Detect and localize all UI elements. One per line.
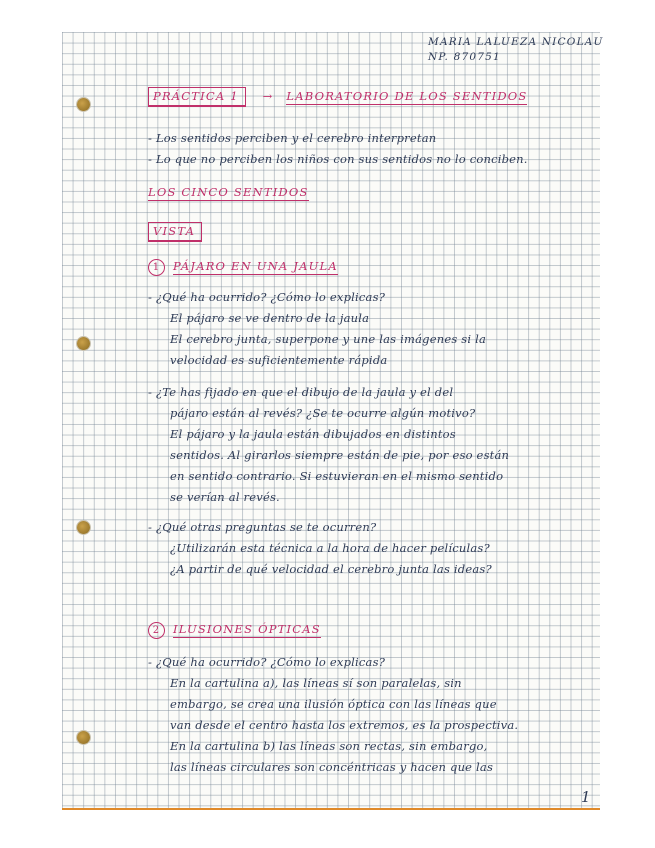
answer-line: velocidad es suficientemente rápida xyxy=(170,353,388,367)
page-bottom-rule xyxy=(62,808,600,810)
student-name: MARIA LALUEZA NICOLAU xyxy=(428,36,604,48)
question-line: - ¿Qué ha ocurrido? ¿Cómo lo explicas? xyxy=(148,655,386,669)
answer-line: En la cartulina b) las líneas son rectas, sin embargo, xyxy=(170,739,488,753)
answer-line: En la cartulina a), las líneas sí son paralelas, sin xyxy=(170,676,462,690)
subsection-2-title: ILUSIONES ÓPTICAS xyxy=(173,622,321,636)
number-badge: 1 xyxy=(148,259,165,276)
question-line: pájaro están al revés? ¿Se te ocurre algún motivo? xyxy=(170,406,476,420)
answer-line: El pájaro y la jaula están dibujados en distintos xyxy=(170,427,456,441)
binder-hole xyxy=(77,521,90,534)
student-id: NP. 870751 xyxy=(428,51,501,63)
question-line: - ¿Te has fijado en que el dibujo de la jaula y el del xyxy=(148,385,454,399)
section-title: LOS CINCO SENTIDOS xyxy=(148,185,309,199)
number-badge: 2 xyxy=(148,622,165,639)
binder-hole xyxy=(77,337,90,350)
question-line: - ¿Qué otras preguntas se te ocurren? xyxy=(148,520,377,534)
binder-hole xyxy=(77,98,90,111)
answer-line: se verían al revés. xyxy=(170,490,280,504)
intro-line: - Lo que no perciben los niños con sus sentidos no lo conciben. xyxy=(148,152,528,166)
answer-line: El pájaro se ve dentro de la jaula xyxy=(170,311,370,325)
answer-line: sentidos. Al girarlos siempre están de pie, por eso están xyxy=(170,448,510,462)
practice-label: PRÁCTICA 1 xyxy=(148,87,246,107)
vista-heading: VISTA xyxy=(148,224,202,238)
binder-hole xyxy=(77,731,90,744)
answer-line: van desde el centro hasta los extremos, es la prospectiva. xyxy=(170,718,519,732)
answer-line: El cerebro junta, superpone y une las imágenes si la xyxy=(170,332,487,346)
arrow-icon: → xyxy=(262,89,274,103)
subsection-1-heading xyxy=(148,259,338,276)
lab-title: LABORATORIO DE LOS SENTIDOS xyxy=(286,89,528,103)
practice-title xyxy=(148,89,527,103)
answer-line: ¿Utilizarán esta técnica a la hora de hacer películas? xyxy=(170,541,490,555)
answer-line: en sentido contrario. Si estuvieran en el mismo sentido xyxy=(170,469,504,483)
page-number: 1 xyxy=(581,788,591,806)
answer-line: embargo, se crea una ilusión óptica con las líneas que xyxy=(170,697,497,711)
subsection-1-title: PÁJARO EN UNA JAULA xyxy=(173,259,338,273)
answer-line: ¿A partir de qué velocidad el cerebro junta las ideas? xyxy=(170,562,492,576)
subsection-2-heading xyxy=(148,622,321,639)
answer-line: las líneas circulares son concéntricas y hacen que las xyxy=(170,760,494,774)
question-line: - ¿Qué ha ocurrido? ¿Cómo lo explicas? xyxy=(148,290,386,304)
notebook-page xyxy=(62,32,600,808)
intro-line: - Los sentidos perciben y el cerebro interpretan xyxy=(148,131,437,145)
